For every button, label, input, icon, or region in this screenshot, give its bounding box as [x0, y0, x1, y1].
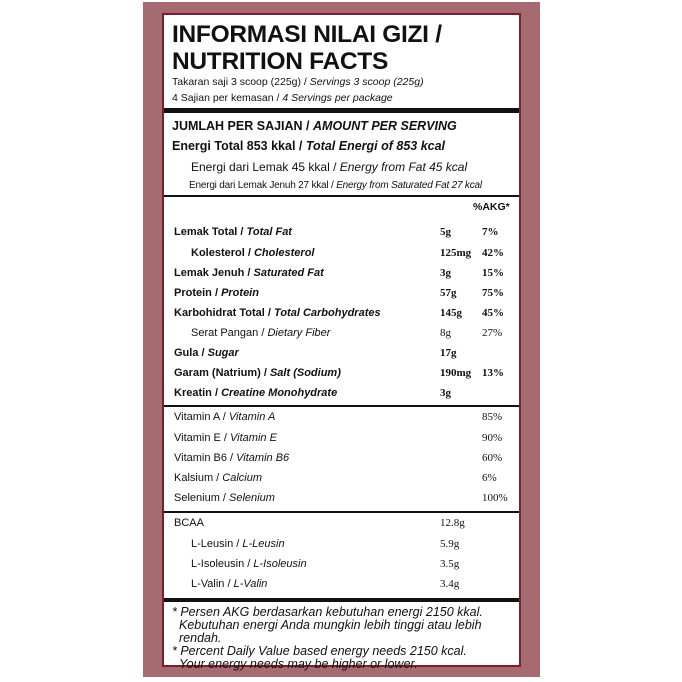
vitamin-label: Vitamin E / Vitamin E [174, 432, 277, 444]
nutrient-label: Karbohidrat Total / Total Carbohydrates [174, 307, 381, 319]
vitamin-percent: 60% [482, 452, 503, 464]
bcaa-label: BCAA [174, 517, 204, 529]
vitamin-label: Selenium / Selenium [174, 492, 275, 504]
bcaa-item-amount: 5.9g [440, 538, 460, 550]
bcaa-item-label: L-Isoleusin / L-Isoleusin [191, 558, 307, 570]
nutrient-amount: 125mg [440, 247, 472, 259]
bcaa-item-isoleusin [164, 558, 519, 576]
nutrient-row-creatine [164, 387, 519, 405]
nutrient-label: Serat Pangan / Dietary Fiber [191, 327, 331, 339]
bcaa-item-valin [164, 578, 519, 596]
amount-per-serving-header: JUMLAH PER SAJIAN / AMOUNT PER SERVING [172, 119, 457, 133]
bcaa-item-leusin [164, 538, 519, 556]
nutrient-row-carbohydrates [164, 307, 519, 325]
nutrition-facts-panel [162, 13, 521, 671]
nutrient-amount: 57g [440, 287, 457, 299]
nutrient-amount: 5g [440, 226, 451, 238]
footnote [172, 606, 517, 671]
nutrient-row-total-fat [164, 226, 519, 244]
footnote-line: * Persen AKG berdasarkan kebutuhan energi 2150 kkal. [172, 605, 483, 619]
bcaa-item-label: L-Valin / L-Valin [191, 578, 268, 590]
nutrient-label: Gula / Sugar [174, 347, 239, 359]
nutrient-row-sugar [164, 347, 519, 365]
vitamin-row-b6 [164, 452, 519, 470]
energy-from-saturated-fat: Energi dari Lemak Jenuh 27 kkal / Energy from Saturated Fat 27 kcal [189, 180, 482, 191]
nutrient-label: Lemak Jenuh / Saturated Fat [174, 267, 324, 279]
bcaa-row [164, 517, 519, 535]
bcaa-amount: 12.8g [440, 517, 465, 529]
nutrient-percent: 27% [482, 327, 503, 339]
total-energy: Energi Total 853 kkal / Total Energi of 853 kcal [172, 139, 446, 153]
vitamin-percent: 100% [482, 492, 508, 504]
divider [164, 405, 519, 407]
nutrient-amount: 145g [440, 307, 462, 319]
vitamin-label: Vitamin B6 / Vitamin B6 [174, 452, 290, 464]
thick-divider [164, 108, 519, 113]
nutrient-label: Lemak Total / Total Fat [174, 226, 292, 238]
nutrient-percent: 75% [482, 287, 504, 299]
footnote-line: Your energy needs may be higher or lower. [179, 657, 418, 671]
nutrient-amount: 3g [440, 387, 451, 399]
bcaa-item-amount: 3.4g [440, 578, 460, 590]
nutrient-percent: 15% [482, 267, 504, 279]
thick-divider [164, 598, 519, 602]
nutrient-percent: 42% [482, 247, 504, 259]
vitamin-percent: 85% [482, 411, 503, 423]
nutrient-row-saturated-fat [164, 267, 519, 285]
bcaa-item-label: L-Leusin / L-Leusin [191, 538, 285, 550]
nutrient-row-salt [164, 367, 519, 385]
divider [164, 195, 519, 197]
nutrient-amount: 3g [440, 267, 451, 279]
title-line-1: INFORMASI NILAI GIZI / [172, 21, 442, 48]
nutrient-percent: 13% [482, 367, 504, 379]
vitamin-label: Vitamin A / Vitamin A [174, 411, 276, 423]
nutrient-amount: 8g [440, 327, 451, 339]
nutrient-percent: 45% [482, 307, 504, 319]
nutrient-row-cholesterol [164, 247, 519, 265]
nutrient-percent: 7% [482, 226, 499, 238]
nutrient-amount: 190mg [440, 367, 472, 379]
footnote-line: * Percent Daily Value based energy needs 2150 kcal. [172, 644, 467, 658]
vitamin-percent: 90% [482, 432, 503, 444]
vitamin-row-calcium [164, 472, 519, 490]
nutrient-row-protein [164, 287, 519, 305]
vitamin-percent: 6% [482, 472, 497, 484]
nutrient-row-dietary-fiber [164, 327, 519, 345]
footnote-line: rendah. [179, 631, 222, 645]
footnote-line: Kebutuhan energi Anda mungkin lebih tinggi atau lebih [179, 618, 482, 632]
servings-per-package: 4 Sajian per kemasan / 4 Servings per package [172, 92, 393, 104]
nutrient-label: Kreatin / Creatine Monohydrate [174, 387, 338, 399]
nutrient-amount: 17g [440, 347, 457, 359]
title-line-2: NUTRITION FACTS [172, 48, 388, 75]
serving-size: Takaran saji 3 scoop (225g) / Servings 3 scoop (225g) [172, 76, 424, 88]
vitamin-row-a [164, 411, 519, 429]
divider [164, 511, 519, 513]
vitamin-row-e [164, 432, 519, 450]
energy-from-fat: Energi dari Lemak 45 kkal / Energy from Fat 45 kcal [191, 160, 468, 174]
bcaa-item-amount: 3.5g [440, 558, 460, 570]
vitamin-row-selenium [164, 492, 519, 510]
akg-header: %AKG* [473, 201, 510, 213]
nutrient-label: Garam (Natrium) / Salt (Sodium) [174, 367, 341, 379]
vitamin-label: Kalsium / Calcium [174, 472, 263, 484]
nutrient-label: Protein / Protein [174, 287, 259, 299]
nutrient-label: Kolesterol / Cholesterol [191, 247, 315, 259]
